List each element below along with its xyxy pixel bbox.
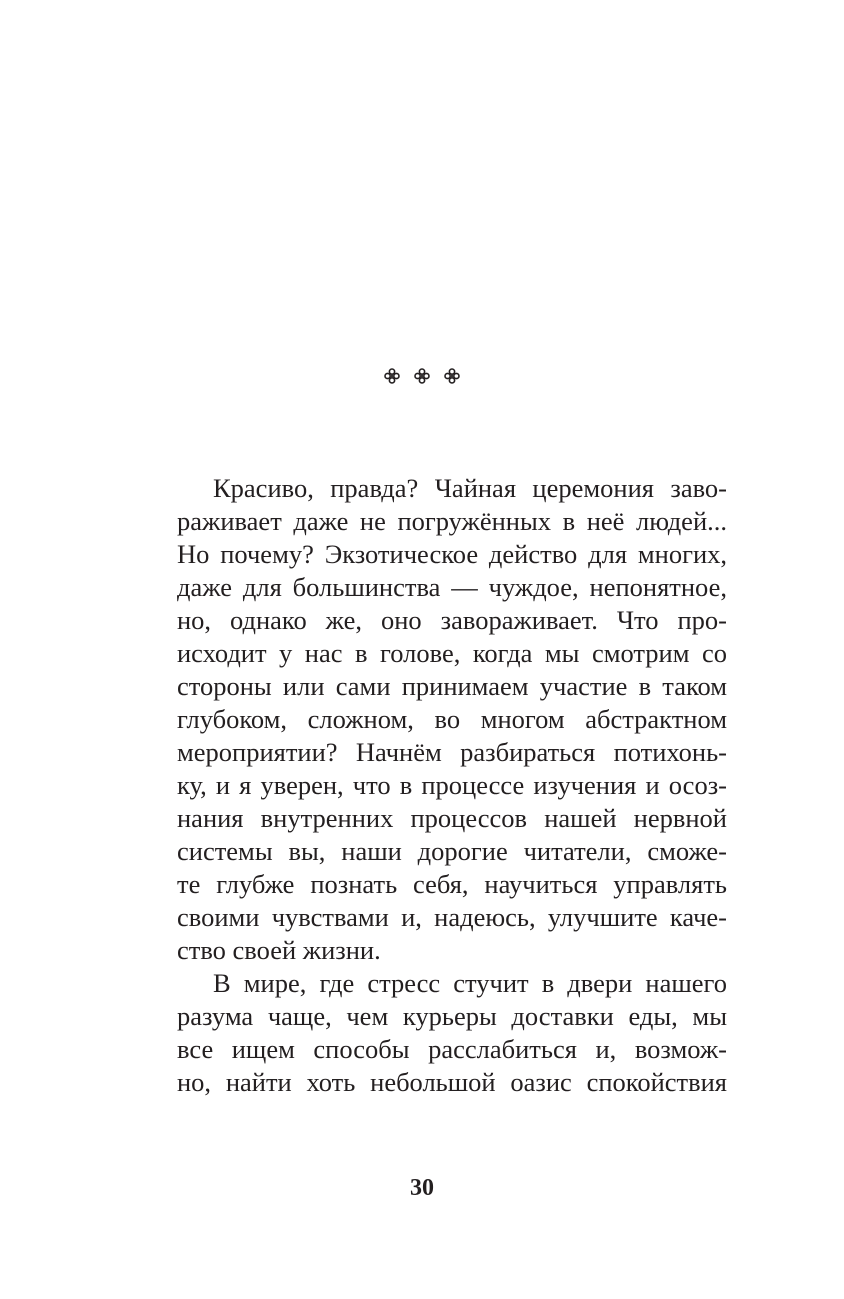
text-line: своими чувствами и, надеюсь, улучшите каче- <box>177 902 727 932</box>
text-line: разума чаще, чем курьеры доставки еды, мы <box>177 1001 727 1031</box>
flower-icon <box>383 367 401 385</box>
text-line: исходит у нас в голове, когда мы смотрим со <box>177 638 727 668</box>
text-line: ство своей жизни. <box>177 935 381 965</box>
page-number: 30 <box>410 1175 434 1201</box>
text-line: но, однако же, оно завораживает. Что про- <box>177 605 727 635</box>
text-line: системы вы, наши дорогие читатели, сможе- <box>177 836 727 866</box>
text-line: В мире, где стресс стучит в двери нашего <box>213 968 727 998</box>
flower-icon <box>413 367 431 385</box>
text-line: ку, и я уверен, что в процессе изучения и осоз- <box>177 770 727 800</box>
text-line: стороны или сами принимаем участие в таком <box>177 671 727 701</box>
section-separator <box>0 364 844 388</box>
text-line: все ищем способы расслабиться и, возмож- <box>177 1034 727 1064</box>
text-line: те глубже познать себя, научиться управлять <box>177 869 727 899</box>
text-line: но, найти хоть небольшой оазис спокойствия <box>177 1067 727 1097</box>
body-text <box>177 472 727 1099</box>
text-line: глубоком, сложном, во многом абстрактном <box>177 704 727 734</box>
flower-icon <box>443 367 461 385</box>
text-line: Но почему? Экзотическое действо для многих, <box>177 539 727 569</box>
text-line: Красиво, правда? Чайная церемония заво- <box>213 473 727 503</box>
text-line: раживает даже не погружённых в неё людей... <box>177 506 727 536</box>
text-line: нания внутренних процессов нашей нервной <box>177 803 727 833</box>
text-line: мероприятии? Начнём разбираться потихонь- <box>177 737 727 767</box>
paragraph <box>177 967 727 1099</box>
text-line: даже для большинства — чуждое, непонятное, <box>177 572 727 602</box>
paragraph <box>177 472 727 967</box>
